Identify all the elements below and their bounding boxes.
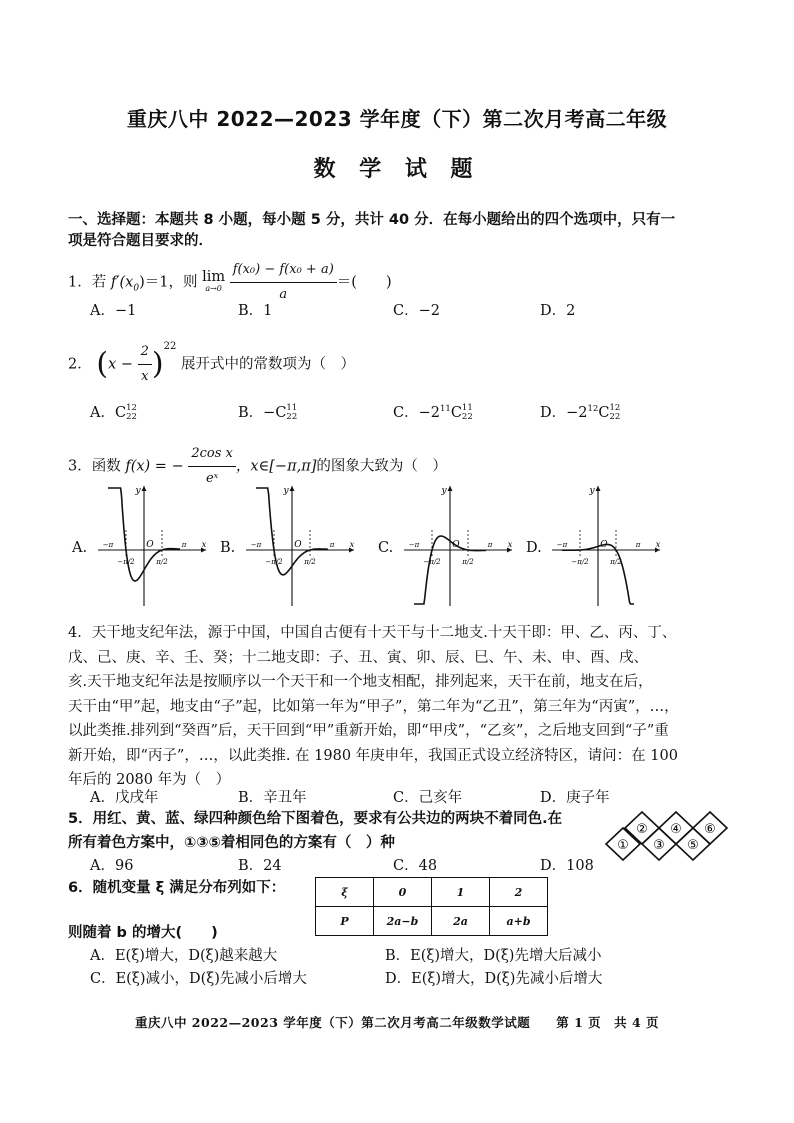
x-axis-label: x bbox=[201, 540, 207, 549]
tick-neg-half-pi: −π/2 bbox=[423, 558, 441, 566]
origin-label: O bbox=[600, 540, 608, 550]
table-cell: 0 bbox=[374, 878, 432, 907]
q6-line2: 则随着 b 的增大( ) bbox=[68, 925, 218, 941]
q2-option-b-script bbox=[286, 404, 297, 422]
q4-option-d[interactable]: D．庚子年 bbox=[540, 790, 610, 806]
q3-graph-b[interactable] bbox=[240, 482, 358, 610]
tick-neg-half-pi: −π/2 bbox=[265, 558, 283, 566]
y-axis-label: y bbox=[589, 486, 595, 496]
q4-line: 新开始，即“丙子”，…，以此类推. 在 1980 年庚申年，我国正式设立经济特区，请问：在 100 bbox=[68, 747, 678, 764]
origin-label: O bbox=[294, 540, 302, 550]
q3-graph-a[interactable] bbox=[92, 482, 210, 610]
q2-option-a-sup: 12 bbox=[126, 403, 137, 413]
tick-neg-half-pi: −π/2 bbox=[571, 558, 589, 566]
q4-line: 天干由“甲”起，地支由“子”起，比如第一年为“甲子”，第二年为“乙丑”，第三年为“丙寅”，…， bbox=[68, 698, 679, 715]
q2-option-d-sub: 22 bbox=[609, 412, 621, 422]
q1-limit bbox=[202, 268, 226, 295]
q1-fprime: f′(x bbox=[110, 274, 134, 291]
q3-domain: ，x∈[−π,π] bbox=[235, 458, 317, 475]
q2-base: x − bbox=[108, 356, 133, 373]
origin-label: O bbox=[146, 540, 154, 550]
q2-stem bbox=[68, 340, 355, 389]
table-cell: 2a bbox=[432, 907, 490, 936]
region-2-label: ② bbox=[636, 822, 648, 837]
region-5-label: ⑤ bbox=[687, 838, 699, 853]
q6-distribution-table bbox=[315, 877, 548, 936]
q4-option-a[interactable]: A．戊戌年 bbox=[90, 790, 159, 806]
table-cell: ξ bbox=[316, 878, 374, 907]
q2-option-c-label: C． bbox=[393, 405, 419, 421]
tick-neg-pi: −π bbox=[408, 541, 420, 549]
q2-number: 2． bbox=[68, 356, 92, 373]
q2-option-d-label: D． bbox=[540, 405, 567, 421]
tick-pi: π bbox=[487, 541, 493, 549]
q4-line: 年后的 2080 年为（ ） bbox=[68, 772, 231, 788]
q2-option-c[interactable]: C．$-2^{11}C$ 11 22 bbox=[393, 403, 473, 422]
tick-half-pi: π/2 bbox=[462, 558, 474, 566]
q1-frac-num: f(x₀) − f(x₀ + a) bbox=[230, 258, 337, 283]
q2-option-d-script bbox=[609, 404, 620, 422]
q2-option-c-sup: 11 bbox=[461, 403, 473, 413]
y-axis-label: y bbox=[135, 486, 141, 496]
q5-stem bbox=[68, 807, 562, 855]
tick-pi: π bbox=[181, 541, 187, 549]
table-cell: 2 bbox=[490, 878, 548, 907]
q5-coloring-figure bbox=[603, 806, 733, 866]
x-axis-label: x bbox=[507, 540, 513, 549]
q5-option-d[interactable]: D．108 bbox=[540, 858, 594, 874]
q4-stem bbox=[68, 621, 679, 793]
q6-option-d[interactable]: D．E(ξ)增大，D(ξ)先减小后增大 bbox=[385, 971, 603, 987]
q1-option-a[interactable]: A．−1 bbox=[90, 303, 137, 319]
y-axis-arrow bbox=[448, 486, 453, 491]
q1-lim-sub: a→0 bbox=[205, 283, 222, 293]
y-axis-label: y bbox=[283, 486, 289, 496]
y-axis-arrow bbox=[596, 486, 601, 491]
q3-frac-den: eˣ bbox=[205, 471, 219, 486]
y-axis-arrow bbox=[290, 486, 295, 491]
tick-half-pi: π/2 bbox=[304, 558, 316, 566]
q2-option-a[interactable]: A．C 12 22 bbox=[90, 403, 137, 422]
q2-option-c-coeff: −2 bbox=[418, 405, 440, 421]
q3-frac-num: 2cos x bbox=[188, 442, 236, 467]
tick-neg-pi: −π bbox=[556, 541, 568, 549]
q3-option-c[interactable]: C. bbox=[378, 540, 394, 556]
table-cell: a+b bbox=[490, 907, 548, 936]
table-row bbox=[316, 907, 548, 936]
q1-after-fprime: )＝1，则 bbox=[139, 274, 198, 291]
q6-option-a[interactable]: A．E(ξ)增大，D(ξ)越来越大 bbox=[90, 948, 278, 964]
exam-title: 重庆八中 2022—2023 学年度（下）第二次月考高二年级 bbox=[126, 107, 668, 131]
q2-option-d-coeff: −2 bbox=[566, 405, 588, 421]
y-axis-label: y bbox=[441, 486, 447, 496]
q2-left-paren: ( bbox=[96, 346, 109, 382]
x-axis-label: x bbox=[349, 540, 355, 549]
tick-pi: π bbox=[329, 541, 335, 549]
q1-number: 1． bbox=[68, 274, 92, 291]
q4-line: 戊、己、庚、辛、壬、癸；十二地支即：子、丑、寅、卯、辰、巳、午、未、申、酉、戌、 bbox=[68, 649, 648, 666]
q5-option-a[interactable]: A．96 bbox=[90, 858, 134, 874]
q3-func: f(x) = − bbox=[125, 458, 184, 475]
q2-option-d[interactable]: D．$-2^{12}C$ 12 22 bbox=[540, 403, 621, 422]
q1-sub0: 0 bbox=[133, 283, 140, 294]
q1-option-d[interactable]: D．2 bbox=[540, 303, 576, 319]
tick-half-pi: π/2 bbox=[156, 558, 168, 566]
q3-number: 3． bbox=[68, 458, 92, 475]
q2-option-c-coeff-sup: 11 bbox=[439, 404, 451, 415]
q4-line: 4．天干地支纪年法，源于中国，中国自古便有十天干与十二地支.十天干即：甲、乙、丙、丁、 bbox=[68, 625, 677, 641]
q4-line: 亥.天干地支纪年法是按顺序以一个天干和一个地支相配，排列起来，天干在前，地支在后， bbox=[68, 674, 653, 690]
tick-neg-pi: −π bbox=[102, 541, 114, 549]
q2-option-b-sub: 22 bbox=[286, 412, 298, 422]
q3-pre: 函数 bbox=[91, 458, 121, 475]
q3-graph-c[interactable] bbox=[398, 482, 516, 610]
q3-option-a[interactable]: A. bbox=[72, 540, 88, 556]
tick-pi: π bbox=[635, 541, 641, 549]
region-1-label: ① bbox=[617, 838, 629, 853]
q2-option-b-coeff: − bbox=[263, 405, 276, 421]
section-intro-line2: 项是符合题目要求的． bbox=[68, 233, 213, 249]
q2-frac-num: 2 bbox=[138, 340, 152, 365]
q6-option-c[interactable]: C．E(ξ)减小，D(ξ)先减小后增大 bbox=[90, 971, 307, 987]
region-3-label: ③ bbox=[653, 838, 665, 853]
q2-option-a-sub: 22 bbox=[126, 412, 137, 422]
q2-option-a-script bbox=[126, 404, 137, 422]
q4-option-c[interactable]: C．己亥年 bbox=[393, 790, 463, 806]
origin-label: O bbox=[452, 540, 460, 550]
table-cell: P bbox=[316, 907, 374, 936]
q2-option-c-script bbox=[462, 404, 473, 422]
q3-graph-d[interactable] bbox=[546, 482, 664, 610]
q1-tail: ＝( ) bbox=[336, 274, 392, 291]
q2-exponent: 22 bbox=[163, 340, 177, 352]
y-axis-arrow bbox=[142, 486, 147, 491]
tick-neg-pi: −π bbox=[250, 541, 262, 549]
q2-fraction bbox=[138, 340, 152, 389]
q4-option-b[interactable]: B．辛丑年 bbox=[238, 790, 307, 806]
q6-option-b[interactable]: B．E(ξ)增大，D(ξ)先增大后减小 bbox=[385, 948, 602, 964]
region-4-label: ④ bbox=[670, 822, 682, 837]
tick-half-pi: π/2 bbox=[610, 558, 622, 566]
table-row bbox=[316, 878, 548, 907]
exam-subject-title: 数 学 试 题 bbox=[313, 157, 481, 182]
section-intro-line1: 一、选择题：本题共 8 小题，每小题 5 分，共计 40 分．在每小题给出的四个选项中，只有一 bbox=[68, 212, 676, 228]
q2-option-b-label: B． bbox=[238, 405, 264, 421]
q1-frac-den: a bbox=[279, 287, 288, 302]
q4-line: 以此类推.排列到“癸酉”后，天干回到“甲”重新开始，即“甲戌”，“乙亥”，之后地支回到“子”重 bbox=[68, 723, 669, 739]
q5-option-c[interactable]: C．48 bbox=[393, 858, 438, 874]
q5-option-b[interactable]: B．24 bbox=[238, 858, 282, 874]
q1-stem-pre: 若 bbox=[91, 274, 107, 291]
q1-option-b[interactable]: B．1 bbox=[238, 303, 273, 319]
region-6-label: ⑥ bbox=[704, 822, 716, 837]
table-cell: 1 bbox=[432, 878, 490, 907]
tick-neg-half-pi: −π/2 bbox=[117, 558, 135, 566]
table-cell: 2a−b bbox=[374, 907, 432, 936]
q1-lim-text: lim bbox=[202, 268, 226, 285]
q3-tail: 的图象大致为（ ） bbox=[316, 458, 447, 475]
q2-option-d-coeff-sup: 12 bbox=[587, 404, 599, 415]
q1-option-c[interactable]: C．−2 bbox=[393, 303, 440, 319]
q3-option-d[interactable]: D. bbox=[526, 540, 542, 556]
q2-tail: 展开式中的常数项为（ ） bbox=[180, 356, 355, 373]
q2-option-c-sub: 22 bbox=[461, 412, 473, 422]
q5-line: 5．用红、黄、蓝、绿四种颜色给下图着色，要求有公共边的两块不着同色.在 bbox=[68, 811, 563, 827]
q2-right-paren: ) bbox=[151, 346, 164, 382]
page-footer: 重庆八中 2022—2023 学年度（下）第二次月考高二年级数学试题 第 1 页 共 4 页 bbox=[134, 1015, 660, 1030]
q2-option-d-sup: 12 bbox=[609, 403, 621, 413]
q2-option-a-label: A． bbox=[90, 405, 115, 421]
q2-option-b[interactable]: B．−C 11 22 bbox=[238, 403, 298, 422]
q2-option-b-sup: 11 bbox=[286, 403, 298, 413]
q5-line: 所有着色方案中，①③⑤着相同色的方案有（ ）种 bbox=[68, 835, 395, 851]
q3-option-b[interactable]: B. bbox=[220, 540, 236, 556]
q2-frac-den: x bbox=[141, 369, 149, 384]
q6-stem: 6．随机变量 ξ 满足分布列如下： bbox=[68, 880, 286, 896]
x-axis-label: x bbox=[655, 540, 661, 549]
